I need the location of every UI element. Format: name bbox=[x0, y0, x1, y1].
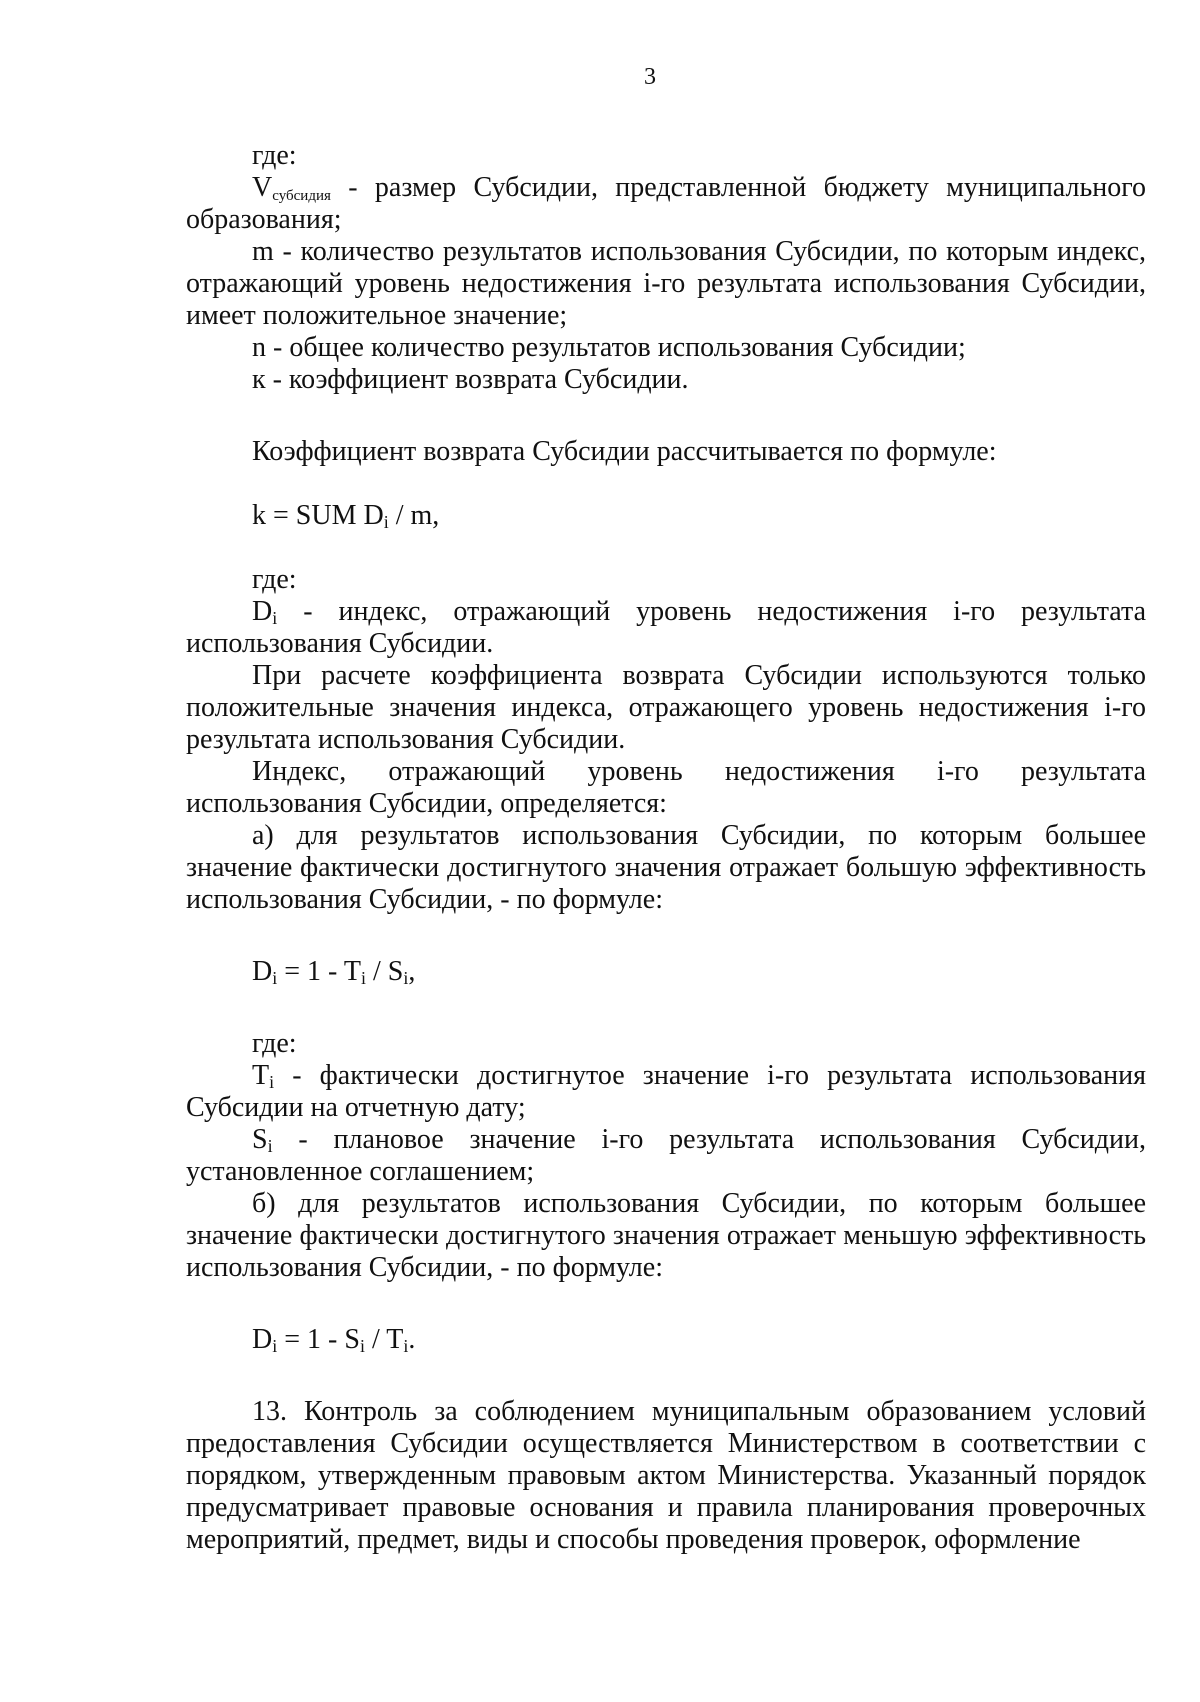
spacer bbox=[186, 916, 1146, 956]
formula-a-part-4: , bbox=[408, 956, 416, 987]
spacer bbox=[186, 532, 1146, 564]
formula-b-part-3: / T bbox=[364, 1324, 404, 1355]
case-b-paragraph: б) для результатов использования Субсидии, по которым большее значение фактически достигнутого значения отражает меньшую эффективность использования Субсидии, - по формуле: bbox=[186, 1188, 1146, 1283]
spacer bbox=[186, 988, 1146, 1028]
formula-d-case-b bbox=[186, 1324, 1146, 1356]
formula-b-part-2: = 1 - S bbox=[277, 1324, 360, 1355]
formula-b-sub-1: i bbox=[272, 1336, 278, 1356]
t-subscript: i bbox=[269, 1072, 275, 1092]
formula-b-sub-2: i bbox=[359, 1336, 365, 1356]
t-definition bbox=[186, 1060, 1146, 1124]
t-symbol: T bbox=[252, 1060, 270, 1091]
s-definition bbox=[186, 1124, 1146, 1188]
formula-a-sub-1: i bbox=[272, 968, 278, 988]
n-definition: n - общее количество результатов использования Субсидии; bbox=[252, 332, 966, 363]
where-label: где: bbox=[252, 1028, 297, 1059]
positive-values-paragraph: При расчете коэффициента возврата Субсидии используются только положительные значения индекса, отражающего уровень недостижения i-го результата использования Субсидии. bbox=[186, 660, 1146, 755]
k-definition: к - коэффициент возврата Субсидии. bbox=[252, 364, 689, 395]
s-subscript: i bbox=[267, 1136, 273, 1156]
m-definition: m - количество результатов использования Субсидии, по которым индекс, отражающий уровень недостижения i-го результата использования Субсидии, имеет положительное значение; bbox=[186, 236, 1146, 331]
formula-k-part-b: / m, bbox=[388, 500, 440, 531]
formula-a-sub-2: i bbox=[360, 968, 366, 988]
formula-k-part-a: k = SUM D bbox=[252, 500, 384, 531]
index-definition-paragraph: Индекс, отражающий уровень недостижения i-го результата использования Субсидии, определяется: bbox=[186, 756, 1146, 819]
formula-b-part-1: D bbox=[252, 1324, 273, 1355]
d-subscript: i bbox=[272, 608, 278, 628]
v-description: - размер Субсидии, представленной бюджету муниципального образования; bbox=[186, 172, 1146, 235]
d-description: - индекс, отражающий уровень недостижения i-го результата использования Субсидии. bbox=[186, 596, 1146, 659]
formula-k bbox=[186, 500, 1146, 532]
formula-a-part-1: D bbox=[252, 956, 273, 987]
formula-d-case-a bbox=[186, 956, 1146, 988]
item-13-paragraph: 13. Контроль за соблюдением муниципальным образованием условий предоставления Субсидии осуществляется Министерством в соответствии с порядком, утвержденным правовым актом Министерства. Указанный порядок предусматривает правовые основания и правила планирования проверочных мероприятий, предмет, виды и способы проведения проверок, оформление bbox=[186, 1396, 1146, 1555]
document-body bbox=[186, 140, 1146, 1556]
where-label: где: bbox=[252, 140, 297, 171]
case-a-paragraph: а) для результатов использования Субсидии, по которым большее значение фактически достигнутого значения отражает большую эффективность использования Субсидии, - по формуле: bbox=[186, 820, 1146, 915]
spacer bbox=[186, 1356, 1146, 1396]
spacer bbox=[186, 396, 1146, 436]
formula-a-part-3: / S bbox=[365, 956, 404, 987]
formula-a-part-2: = 1 - T bbox=[277, 956, 361, 987]
where-label: где: bbox=[252, 564, 297, 595]
formula-b-sub-3: i bbox=[403, 1336, 409, 1356]
formula-b-part-4: . bbox=[408, 1324, 416, 1355]
d-definition bbox=[186, 596, 1146, 660]
v-subsidy-definition bbox=[186, 172, 1146, 236]
spacer bbox=[186, 468, 1146, 500]
spacer bbox=[186, 1284, 1146, 1324]
v-subscript: субсидия bbox=[272, 188, 331, 204]
page-number: 3 bbox=[644, 64, 656, 90]
formula-a-sub-3: i bbox=[403, 968, 409, 988]
coefficient-intro: Коэффициент возврата Субсидии рассчитывается по формуле: bbox=[252, 436, 997, 467]
s-symbol: S bbox=[252, 1124, 268, 1155]
t-description: - фактически достигнутое значение i-го результата использования Субсидии на отчетную дату; bbox=[186, 1060, 1146, 1123]
v-symbol: V bbox=[252, 172, 273, 203]
formula-k-subscript: i bbox=[383, 512, 389, 532]
s-description: - плановое значение i-го результата использования Субсидии, установленное соглашением; bbox=[186, 1124, 1146, 1187]
d-symbol: D bbox=[252, 596, 273, 627]
